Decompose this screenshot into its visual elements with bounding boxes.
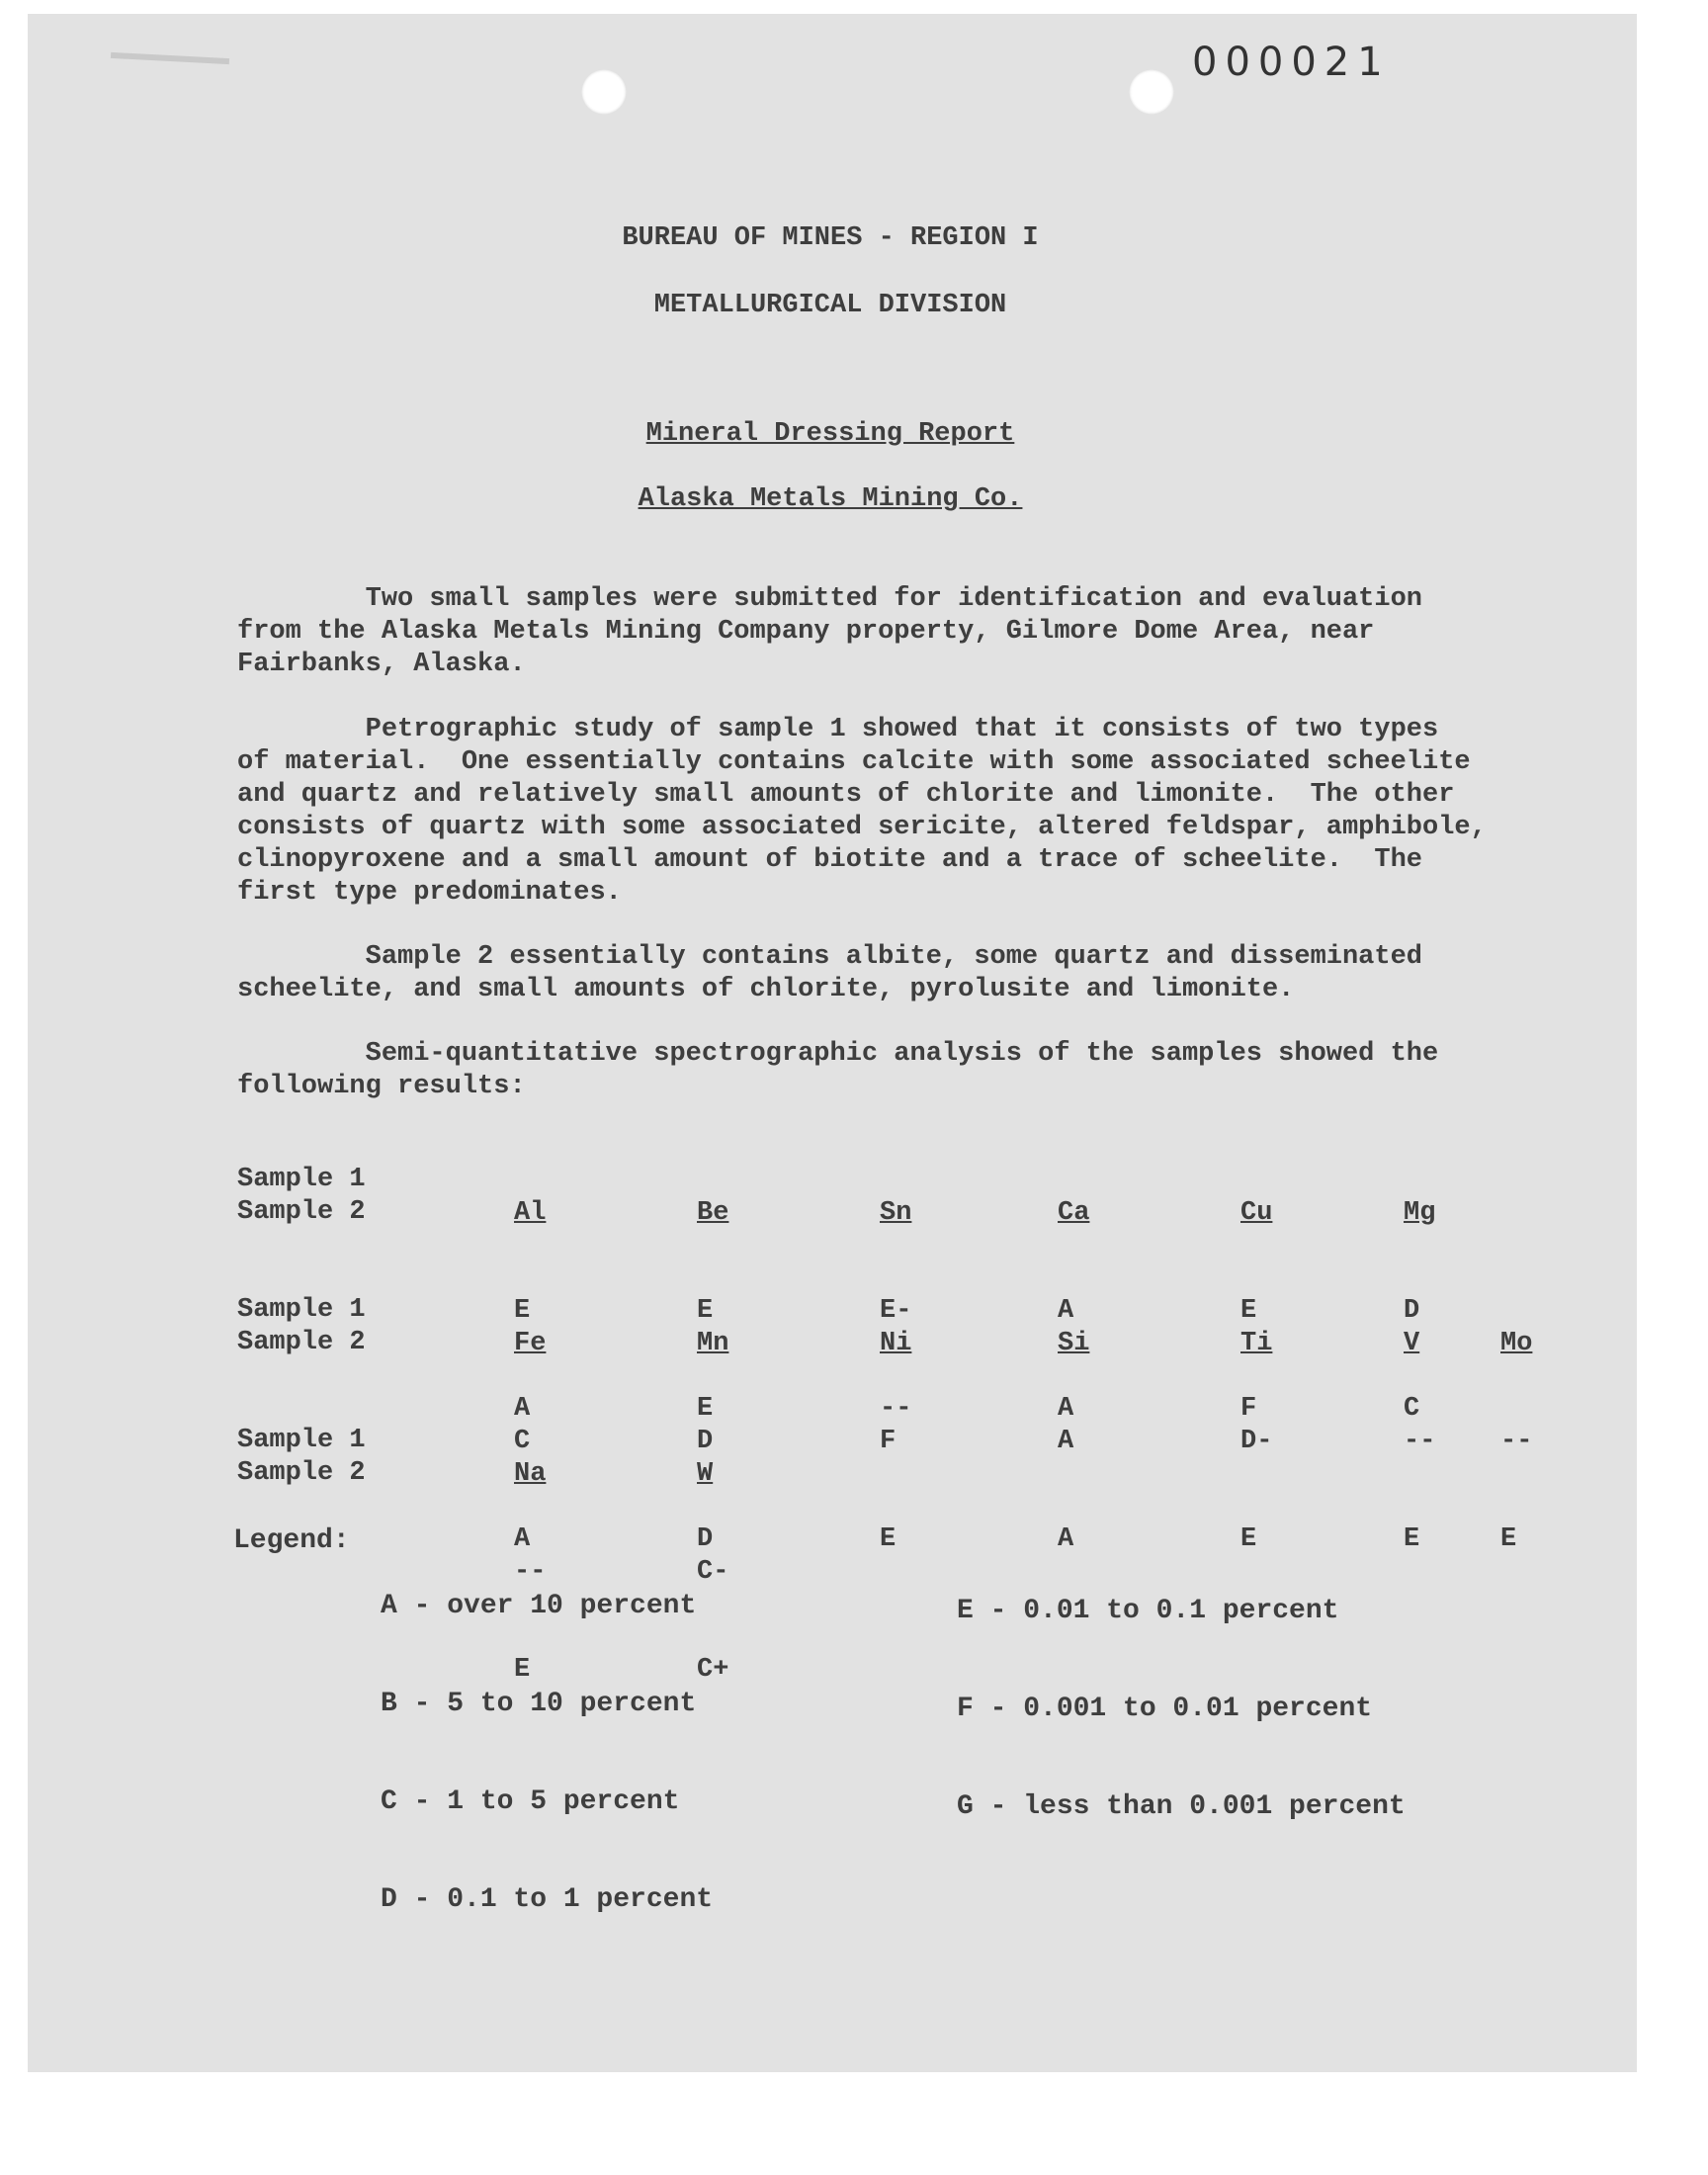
document-number: 000021 bbox=[1192, 40, 1391, 85]
paragraph-sample1 bbox=[237, 714, 1522, 910]
element-symbol: Sn bbox=[880, 1198, 912, 1228]
paragraph-intro bbox=[237, 583, 1522, 681]
sample1-value: C bbox=[514, 1427, 531, 1456]
sample1-value: -- bbox=[1500, 1427, 1533, 1456]
legend-label: Legend: bbox=[233, 1525, 350, 1556]
element-symbol: Mo bbox=[1500, 1329, 1533, 1358]
element-column bbox=[1404, 1262, 1483, 1589]
element-symbol: Si bbox=[1058, 1329, 1090, 1358]
row-label-sample2: Sample 2 bbox=[237, 1197, 366, 1227]
sample1-value: E- bbox=[880, 1296, 912, 1326]
legend-entry: F - 0.001 to 0.01 percent bbox=[957, 1694, 1373, 1724]
company-title: Alaska Metals Mining Co. bbox=[638, 484, 1023, 514]
sample1-value: A bbox=[1058, 1427, 1074, 1456]
legend-entry: A - over 10 percent bbox=[381, 1591, 697, 1621]
report-title: Mineral Dressing Report bbox=[645, 419, 1015, 449]
sample2-value: E bbox=[880, 1524, 897, 1554]
row-label-sample1: Sample 1 bbox=[237, 1295, 366, 1325]
sample2-value: D bbox=[697, 1524, 714, 1554]
text-line: Petrographic study of sample 1 showed that it consists of two types bbox=[237, 715, 1439, 744]
element-symbol: Cu bbox=[1240, 1198, 1273, 1228]
text-line: Two small samples were submitted for identification and evaluation bbox=[237, 584, 1422, 614]
header-bureau: BUREAU OF MINES - REGION I bbox=[622, 223, 1039, 253]
element-symbol: Ti bbox=[1240, 1329, 1273, 1358]
sample1-value: C- bbox=[697, 1557, 729, 1587]
legend-entry: E - 0.01 to 0.1 percent bbox=[957, 1596, 1339, 1626]
header-division: METALLURGICAL DIVISION bbox=[653, 291, 1007, 320]
row-label-sample2: Sample 2 bbox=[237, 1328, 366, 1357]
text-line: Fairbanks, Alaska. bbox=[237, 650, 526, 679]
sample1-value: -- bbox=[514, 1557, 547, 1587]
sample2-value: C bbox=[1404, 1394, 1420, 1424]
punch-hole-left bbox=[581, 69, 627, 115]
sample1-value: D- bbox=[1240, 1427, 1273, 1456]
element-symbol: Be bbox=[697, 1198, 729, 1228]
sample2-value: A bbox=[1058, 1524, 1074, 1554]
sample2-value: A bbox=[514, 1524, 531, 1554]
sample1-value: A bbox=[1058, 1296, 1074, 1326]
row-label-sample1: Sample 1 bbox=[237, 1426, 366, 1455]
legend-entry: G - less than 0.001 percent bbox=[957, 1791, 1406, 1822]
text-line: and quartz and relatively small amounts of chlorite and limonite. The other bbox=[237, 780, 1455, 810]
sample2-value: -- bbox=[880, 1394, 912, 1424]
sample2-value: E bbox=[514, 1655, 531, 1685]
sample2-value: E bbox=[1404, 1524, 1420, 1554]
element-symbol: V bbox=[1404, 1329, 1420, 1358]
sample2-value: E bbox=[1500, 1524, 1517, 1554]
scan-margin bbox=[0, 2094, 1708, 2175]
element-symbol: Na bbox=[514, 1459, 547, 1489]
sample2-value: A bbox=[514, 1394, 531, 1424]
element-symbol: Mn bbox=[697, 1329, 729, 1358]
text-line: Sample 2 essentially contains albite, some quartz and disseminated bbox=[237, 942, 1422, 972]
sample2-value: E bbox=[1240, 1524, 1257, 1554]
element-symbol: Al bbox=[514, 1198, 547, 1228]
element-column bbox=[1500, 1262, 1580, 1589]
text-line: from the Alaska Metals Mining Company property, Gilmore Dome Area, near bbox=[237, 617, 1375, 647]
element-column bbox=[880, 1262, 959, 1589]
sample2-value: E bbox=[697, 1394, 714, 1424]
sample1-value: D bbox=[697, 1427, 714, 1456]
row-label-sample1: Sample 1 bbox=[237, 1165, 366, 1194]
legend-right bbox=[957, 1529, 1406, 1856]
text-line: first type predominates. bbox=[237, 878, 622, 908]
paragraph-sample2 bbox=[237, 941, 1522, 1006]
text-line: Semi-quantitative spectrographic analysis of the samples showed the bbox=[237, 1039, 1439, 1069]
paragraph-analysis bbox=[237, 1038, 1522, 1103]
element-symbol: Ca bbox=[1058, 1198, 1090, 1228]
sample1-value: F bbox=[880, 1427, 897, 1456]
legend-entry: B - 5 to 10 percent bbox=[381, 1689, 697, 1719]
text-line: consists of quartz with some associated sericite, altered feldspar, amphibole, bbox=[237, 813, 1487, 842]
element-symbol: W bbox=[697, 1459, 714, 1489]
legend-left bbox=[381, 1524, 713, 1949]
text-line: following results: bbox=[237, 1072, 526, 1101]
sample2-value: C+ bbox=[697, 1655, 729, 1685]
row-label-sample2: Sample 2 bbox=[237, 1458, 366, 1488]
sample1-value: D bbox=[1404, 1296, 1420, 1326]
sample1-value: E bbox=[697, 1296, 714, 1326]
sample1-value: -- bbox=[1404, 1427, 1436, 1456]
punch-hole-right bbox=[1129, 69, 1174, 115]
element-symbol: Mg bbox=[1404, 1198, 1436, 1228]
element-symbol: Fe bbox=[514, 1329, 547, 1358]
text-line: scheelite, and small amounts of chlorite, pyrolusite and limonite. bbox=[237, 975, 1295, 1004]
text-line: clinopyroxene and a small amount of biotite and a trace of scheelite. The bbox=[237, 845, 1422, 875]
legend-entry: D - 0.1 to 1 percent bbox=[381, 1884, 714, 1915]
sample1-value: E bbox=[514, 1296, 531, 1326]
legend-entry: C - 1 to 5 percent bbox=[381, 1786, 680, 1817]
sample2-value: F bbox=[1240, 1394, 1257, 1424]
sample1-value: E bbox=[1240, 1296, 1257, 1326]
element-symbol: Ni bbox=[880, 1329, 912, 1358]
sample2-value: A bbox=[1058, 1394, 1074, 1424]
text-line: of material. One essentially contains calcite with some associated scheelite bbox=[237, 747, 1471, 777]
